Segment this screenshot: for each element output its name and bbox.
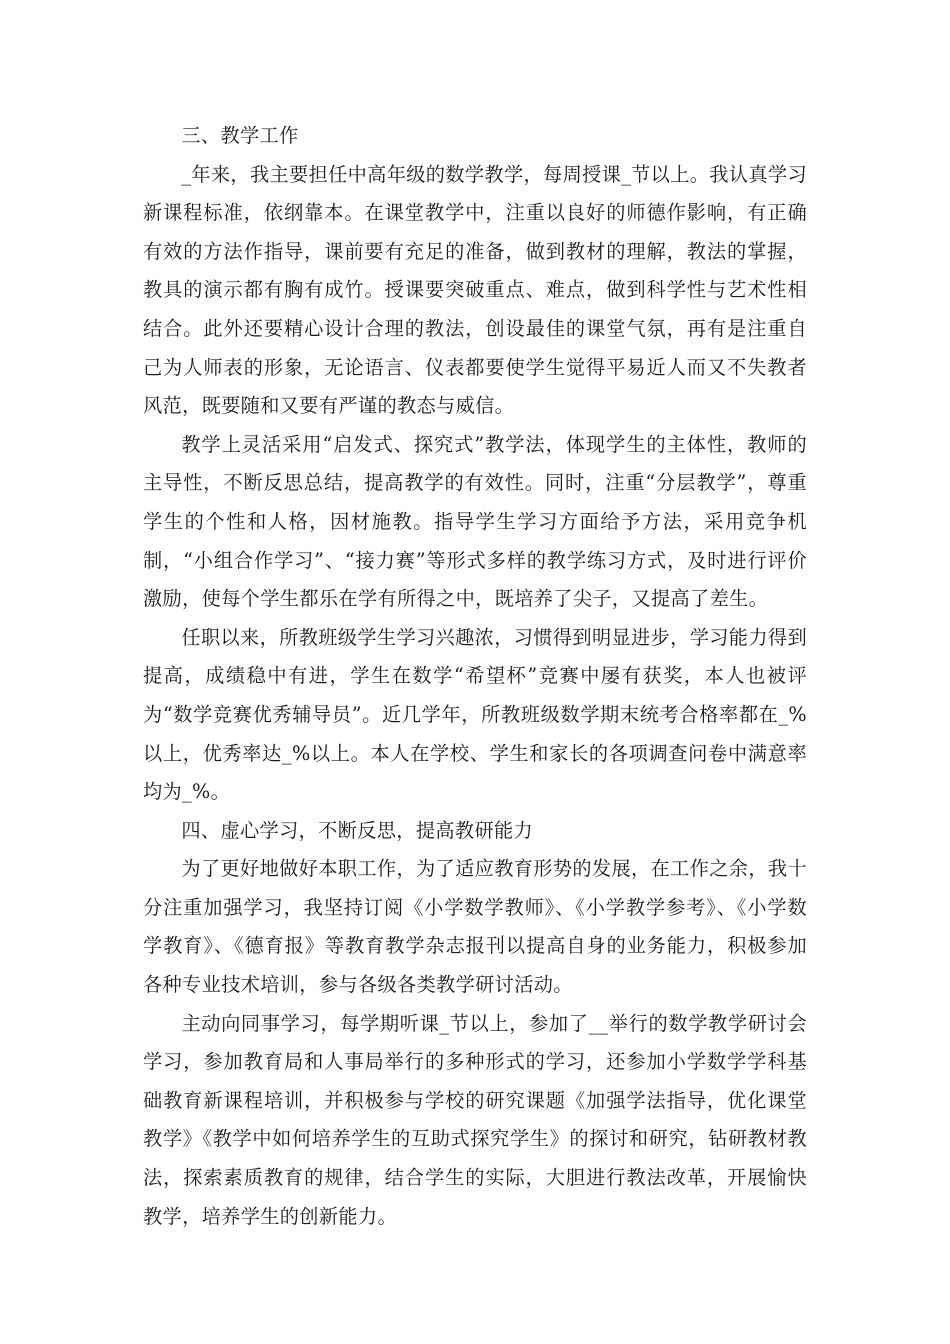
document-body <box>143 117 807 1236</box>
section-heading-research: 四、虚心学习，不断反思，提高教研能力 <box>181 818 534 842</box>
section-heading-teaching-work: 三、教学工作 <box>181 124 299 147</box>
paragraph-teaching-duties: _年来，我主要担任中高年级的数学教学，每周授课_节以上。我认真学习新课程标准，依纲靠本。在课堂教学中，注重以良好的师德作影响，有正确有效的方法作指导，课前要有充足的准备，做到教材的理解，教法的掌握，教具的演示都有胸有成竹。授课要突破重点、难点，做到科学性与艺术性相结合。此外还要精心设计合理的教法，创设最佳的课堂气氛，再有是注重自己为人师表的形象，无论语言、仪表都要使学生觉得平易近人而又不失教者风范，既要随和又要有严谨的教态与威信。 <box>143 162 807 418</box>
paragraph-teaching-methods: 教学上灵活采用“启发式、探究式”教学法，体现学生的主体性，教师的主导性，不断反思总结，提高教学的有效性。同时，注重“分层教学”，尊重学生的个性和人格，因材施教。指导学生学习方面给予方法，采用竞争机制，“小组合作学习”、“接力赛”等形式多样的教学练习方式，及时进行评价激励，使每个学生都乐在学有所得之中，既培养了尖子，又提高了差生。 <box>143 432 807 611</box>
paragraph-teaching-results: 任职以来，所教班级学生学习兴趣浓，习惯得到明显进步，学习能力得到提高，成绩稳中有进，学生在数学“希望杯”竞赛中屡有获奖，本人也被评为“数学竞赛优秀辅导员”。近几学年，所教班级数学期末统考合格率都在_%以上，优秀率达_%以上。本人在学校、学生和家长的各项调查问卷中满意率均为_%。 <box>143 625 807 804</box>
paragraph-self-study: 为了更好地做好本职工作，为了适应教育形势的发展，在工作之余，我十分注重加强学习，我坚持订阅《小学数学教师》、《小学教学参考》、《小学数学教育》、《德育报》等教育教学杂志报刊以提高自身的业务能力，积极参加各种专业技术培训，参与各级各类教学研讨活动。 <box>143 857 807 997</box>
paragraph-peer-learning: 主动向同事学习，每学期听课_节以上，参加了__举行的数学教学研讨会学习，参加教育局和人事局举行的多种形式的学习，还参加小学数学学科基础教育新课程培训，并积极参与学校的研究课题《加强学法指导，优化课堂教学》《教学中如何培养学生的互助式探究学生》的探讨和研究，钻研教材教法，探索素质教育的规律，结合学生的实际，大胆进行教法改革，开展愉快教学，培养学生的创新能力。 <box>143 1011 807 1228</box>
